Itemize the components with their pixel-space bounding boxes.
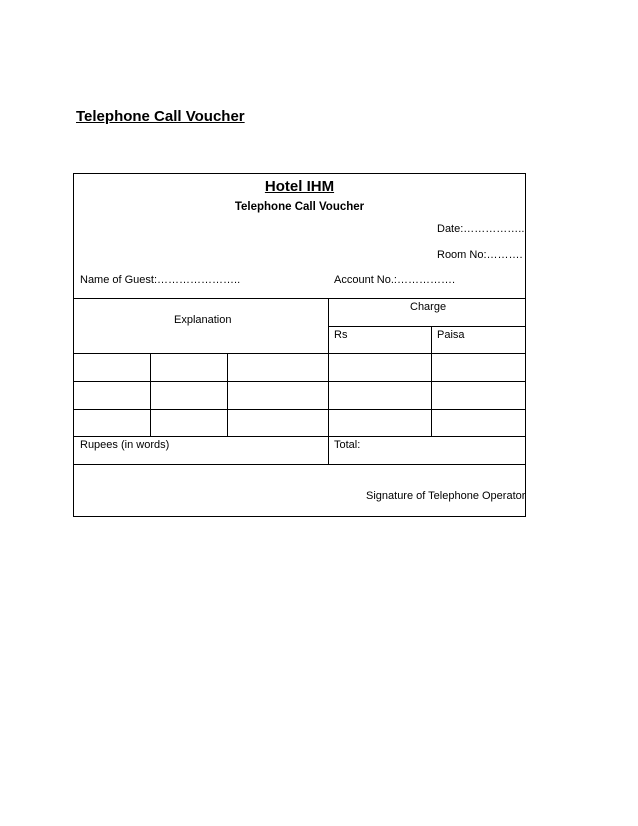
row-divider [74, 409, 525, 410]
date-field[interactable]: Date:…………….. [437, 223, 525, 235]
rupees-in-words-field[interactable]: Rupees (in words) [80, 439, 170, 451]
voucher-form [73, 173, 526, 517]
explanation-header: Explanation [174, 314, 232, 326]
page-title: Telephone Call Voucher [76, 108, 245, 125]
room-number-field[interactable]: Room No:………. [437, 249, 523, 261]
column-divider [431, 326, 432, 436]
table-top-border [74, 298, 525, 299]
header-bottom-border [74, 353, 525, 354]
hotel-name: Hotel IHM [264, 178, 335, 195]
charge-header: Charge [410, 301, 447, 313]
operator-signature-field: Signature of Telephone Operator [366, 490, 526, 502]
column-divider [150, 353, 151, 436]
account-number-field[interactable]: Account No.:……………. [334, 274, 456, 286]
charge-divider [328, 326, 525, 327]
column-divider [227, 353, 228, 436]
voucher-subtitle: Telephone Call Voucher [234, 201, 365, 213]
column-divider [328, 298, 329, 464]
total-row-border [74, 464, 525, 465]
paisa-header: Paisa [437, 329, 465, 341]
rs-header: Rs [334, 329, 348, 341]
table-bottom-border [74, 436, 525, 437]
row-divider [74, 381, 525, 382]
guest-name-field[interactable]: Name of Guest:………………….. [80, 274, 241, 286]
total-field[interactable]: Total: [334, 439, 361, 451]
